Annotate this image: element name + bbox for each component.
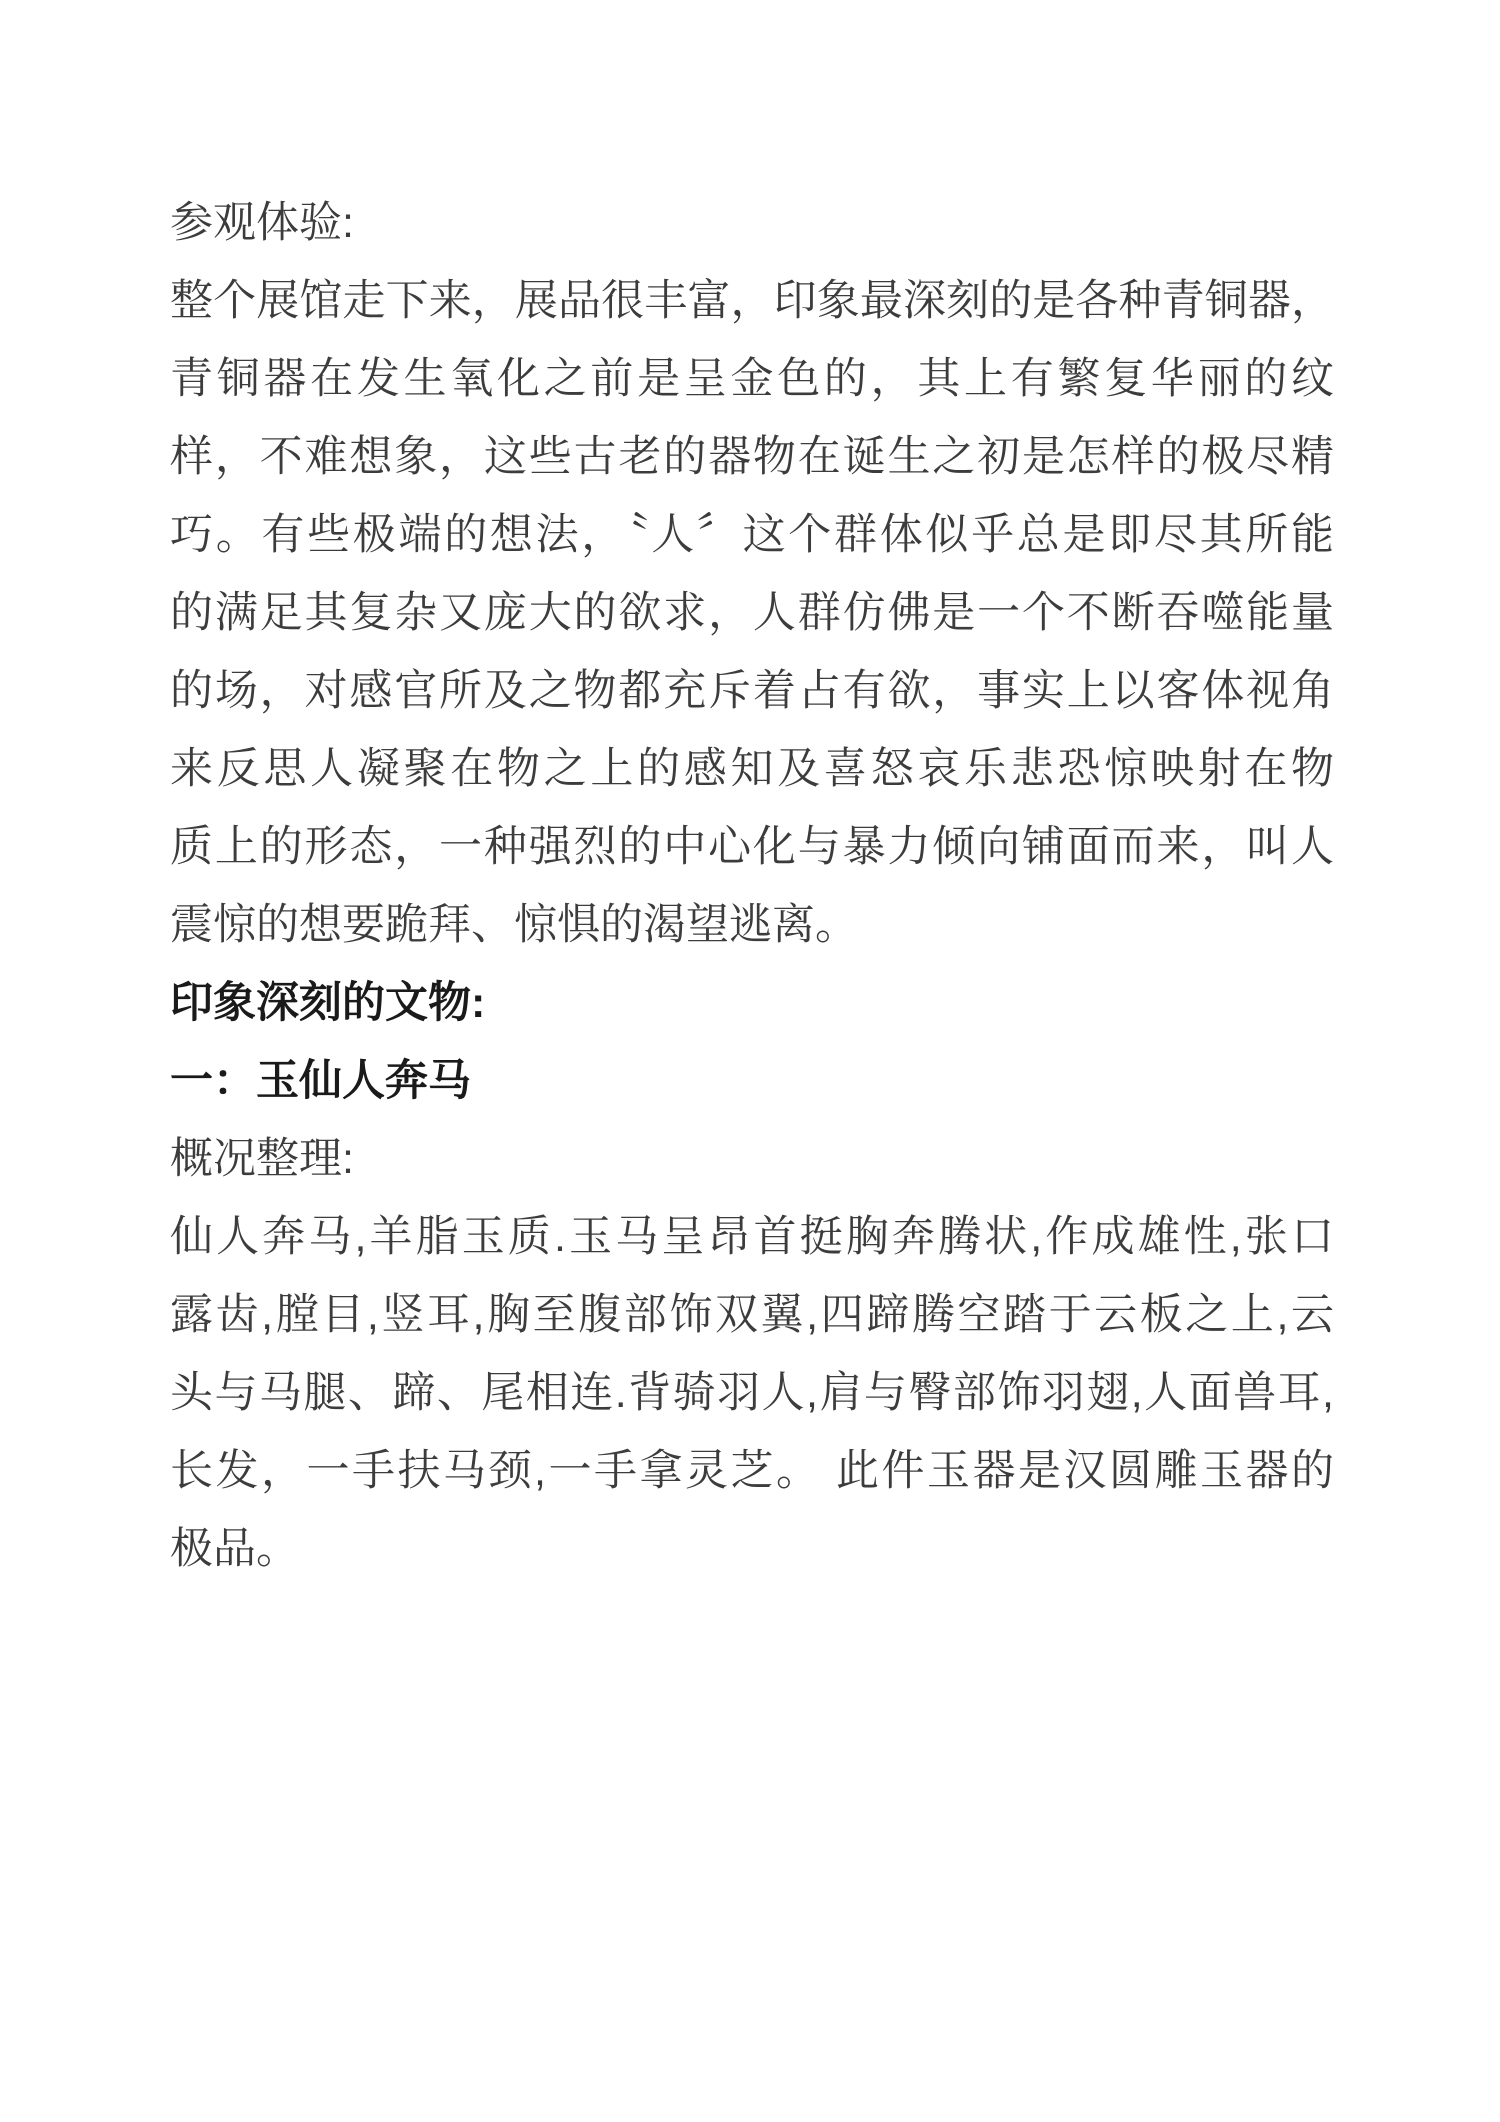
text-line: 参观体验:	[170, 199, 354, 247]
text-line: 概况整理:	[170, 1135, 354, 1183]
text-line: 震惊的想要跪拜、惊惧的渴望逃离。	[170, 901, 858, 949]
document-content	[170, 184, 1334, 1588]
text-line: 质上的形态，一种强烈的中心化与暴力倾向铺面而来，叫人	[170, 823, 1334, 871]
text-line: 极品。	[170, 1525, 299, 1573]
text-line: 整个展馆走下来，展品很丰富，印象最深刻的是各种青铜器，	[170, 277, 1334, 325]
text-line: 头与马腿、蹄、尾相连.背骑羽人,肩与臀部饰羽翅,人面兽耳,	[170, 1369, 1334, 1417]
text-line: 青铜器在发生氧化之前是呈金色的，其上有繁复华丽的纹	[170, 355, 1334, 403]
heading-line: 印象深刻的文物:	[170, 979, 486, 1027]
heading-line: 一：玉仙人奔马	[170, 1057, 471, 1105]
text-line: 长发，一手扶马颈,一手拿灵芝。 此件玉器是汉圆雕玉器的	[170, 1447, 1334, 1495]
text-line: 露齿,膛目,竖耳,胸至腹部饰双翼,四蹄腾空踏于云板之上,云	[170, 1291, 1334, 1339]
text-line: 来反思人凝聚在物之上的感知及喜怒哀乐悲恐惊映射在物	[170, 745, 1334, 793]
text-line: 仙人奔马,羊脂玉质.玉马呈昂首挺胸奔腾状,作成雄性,张口	[170, 1213, 1334, 1261]
text-line: 巧。有些极端的想法，〝人〞这个群体似乎总是即尽其所能	[170, 511, 1334, 559]
text-line: 的场，对感官所及之物都充斥着占有欲，事实上以客体视角	[170, 667, 1334, 715]
text-line: 样，不难想象，这些古老的器物在诞生之初是怎样的极尽精	[170, 433, 1334, 481]
text-line: 的满足其复杂又庞大的欲求，人群仿佛是一个不断吞噬能量	[170, 589, 1334, 637]
